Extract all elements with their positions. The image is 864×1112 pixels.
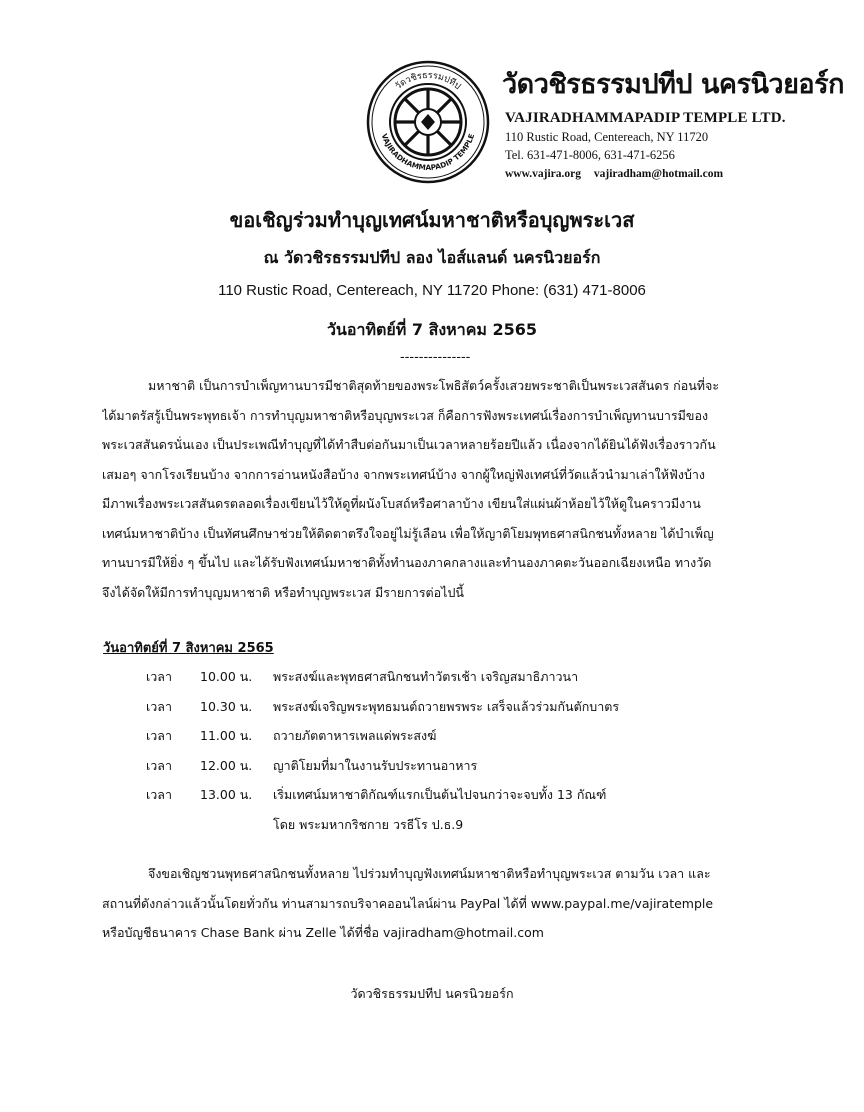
schedule-row xyxy=(146,726,796,756)
schedule-row xyxy=(146,667,796,697)
schedule-time: 10.30 น. xyxy=(200,698,253,714)
intro-paragraph xyxy=(102,376,792,612)
paragraph-line: จึงได้จัดให้มีการทำบุญมหาชาติ หรือทำบุญพระเวส มีรายการต่อไปนี้ xyxy=(102,584,464,600)
schedule-row xyxy=(146,756,796,786)
org-email-link[interactable]: vajiradham@hotmail.com xyxy=(593,168,724,180)
paragraph-line: มีภาพเรื่องพระเวสสันดรตลอดเรื่องเขียนไว้ให้ดูที่ผนังโบสถ์หรือศาลาบ้าง เขียนใส่แผ่นผ้าห้อยไว้ให้ดูในคราวมีงาน xyxy=(102,496,701,511)
schedule-row xyxy=(146,815,796,845)
paragraph-line: สถานที่ดังกล่าวแล้วนั้นโดยทั่วกัน ท่านสามารถบริจาคออนไลน์ผ่าน PayPal ได้ที่ www.paypal.me/vajiratemple xyxy=(102,895,714,911)
venue-line: ณ วัดวชิรธรรมปทีป ลอง ไอส์แลนด์ นครนิวยอร์ก xyxy=(263,248,601,267)
time-label: เวลา xyxy=(146,787,172,802)
org-website-link[interactable]: www.vajira.org xyxy=(505,168,582,180)
time-label: เวลา xyxy=(146,669,172,684)
paragraph-line: หรือบัญชีธนาคาร Chase Bank ผ่าน Zelle ได้ที่ชื่อ vajiradham@hotmail.com xyxy=(102,925,544,940)
paragraph-line: มหาชาติ เป็นการบำเพ็ญทานบารมีชาติสุดท้ายของพระโพธิสัตว์ครั้งเสวยพระชาติเป็นพระเวสสันดร ก่อนที่จะ xyxy=(148,378,720,393)
schedule-preacher: โดย พระมหากริชกาย วรธีโร ป.ธ.9 xyxy=(273,816,464,832)
schedule-activity: ญาติโยมที่มาในงานรับประทานอาหาร xyxy=(273,757,478,773)
schedule-time: 12.00 น. xyxy=(200,757,253,773)
schedule-row xyxy=(146,697,796,727)
schedule-time: 13.00 น. xyxy=(200,787,253,802)
org-name-thai: วัดวชิรธรรมปทีป นครนิวยอร์ก xyxy=(502,69,844,100)
invitation-title: ขอเชิญร่วมทำบุญเทศน์มหาชาติหรือบุญพระเวส xyxy=(229,208,635,232)
schedule-activity: พระสงฆ์และพุทธศาสนิกชนทำวัตรเช้า เจริญสมาธิภาวนา xyxy=(273,669,579,684)
event-date: วันอาทิตย์ที่ 7 สิงหาคม 2565 xyxy=(326,320,538,339)
schedule-list xyxy=(146,667,796,844)
divider: --------------- xyxy=(400,350,471,365)
schedule-time: 11.00 น. xyxy=(200,728,253,743)
org-name-english: VAJIRADHAMMAPADIP TEMPLE LTD. xyxy=(505,110,786,126)
time-label: เวลา xyxy=(146,757,172,773)
time-label: เวลา xyxy=(146,698,172,714)
signature-line: วัดวชิรธรรมปทีป นครนิวยอร์ก xyxy=(350,986,514,1001)
address-phone-line: 110 Rustic Road, Centereach, NY 11720 Phone: (631) 471-8006 xyxy=(218,282,646,299)
schedule-row xyxy=(146,785,796,815)
letterhead xyxy=(0,0,864,200)
temple-dharma-wheel-logo xyxy=(366,60,490,184)
logo-ring-text-top: วัดวชิรธรรมปทีป xyxy=(393,70,463,92)
org-address: 110 Rustic Road, Centereach, NY 11720 xyxy=(505,130,709,144)
org-contact-line xyxy=(505,168,733,180)
paragraph-line: เทศน์มหาชาติบ้าง เป็นทัศนศึกษาช่วยให้ติดตาตรึงใจอยู่ไม่รู้เลือน เพื่อให้ญาติโยมพุทธศาสนิกชนทั้งหลาย ได้บำเพ็ญ xyxy=(102,525,714,541)
closing-paragraph xyxy=(102,864,792,953)
time-label: เวลา xyxy=(146,728,172,743)
org-phone: Tel. 631-471-8006, 631-471-6256 xyxy=(505,148,675,162)
paragraph-line: เสมอๆ จากโรงเรียนบ้าง จากการอ่านหนังสือบ้าง จากพระเทศน์บ้าง จากผู้ใหญ่ฟังเทศน์ที่วัดแล้วนำมาเล่าให้ฟังบ้าง xyxy=(102,466,706,482)
schedule-heading: วันอาทิตย์ที่ 7 สิงหาคม 2565 xyxy=(103,641,274,656)
paragraph-line: ได้มาตรัสรู้เป็นพระพุทธเจ้า การทำบุญมหาชาติหรือบุญพระเวส ก็คือการฟังพระเทศน์เรื่องการบำเพ็ญทานบารมีของ xyxy=(102,407,709,423)
schedule-activity: พระสงฆ์เจริญพระพุทธมนต์ถวายพรพระ เสร็จแล้วร่วมกันตักบาตร xyxy=(273,698,620,714)
schedule-time: 10.00 น. xyxy=(200,669,253,684)
paragraph-line: จึงขอเชิญชวนพุทธศาสนิกชนทั้งหลาย ไปร่วมทำบุญฟังเทศน์มหาชาติหรือทำบุญพระเวส ตามวัน เวลา และ xyxy=(148,866,711,881)
logo-ring-text-bottom: VAJIRADHAMMAPADIP TEMPLE xyxy=(379,132,477,173)
schedule-activity: เริ่มเทศน์มหาชาติกัณฑ์แรกเป็นต้นไปจนกว่าจะจบทั้ง 13 กัณฑ์ xyxy=(273,787,607,802)
paragraph-line: พระเวสสันดรนั่นเอง เป็นประเพณีทำบุญที่ได้ทำสืบต่อกันมาเป็นเวลาหลายร้อยปีแล้ว เนื่องจากได้ยินได้ฟังเรื่องราวกัน xyxy=(102,437,716,452)
schedule-activity: ถวายภัตตาหารเพลแด่พระสงฆ์ xyxy=(273,728,437,743)
paragraph-line: ทานบารมีให้ยิ่ง ๆ ขึ้นไป และได้รับฟังเทศน์มหาชาติทั้งทำนองภาคกลางและทำนองภาคตะวันออกเฉียงเหนือ ทางวัด xyxy=(102,555,712,570)
